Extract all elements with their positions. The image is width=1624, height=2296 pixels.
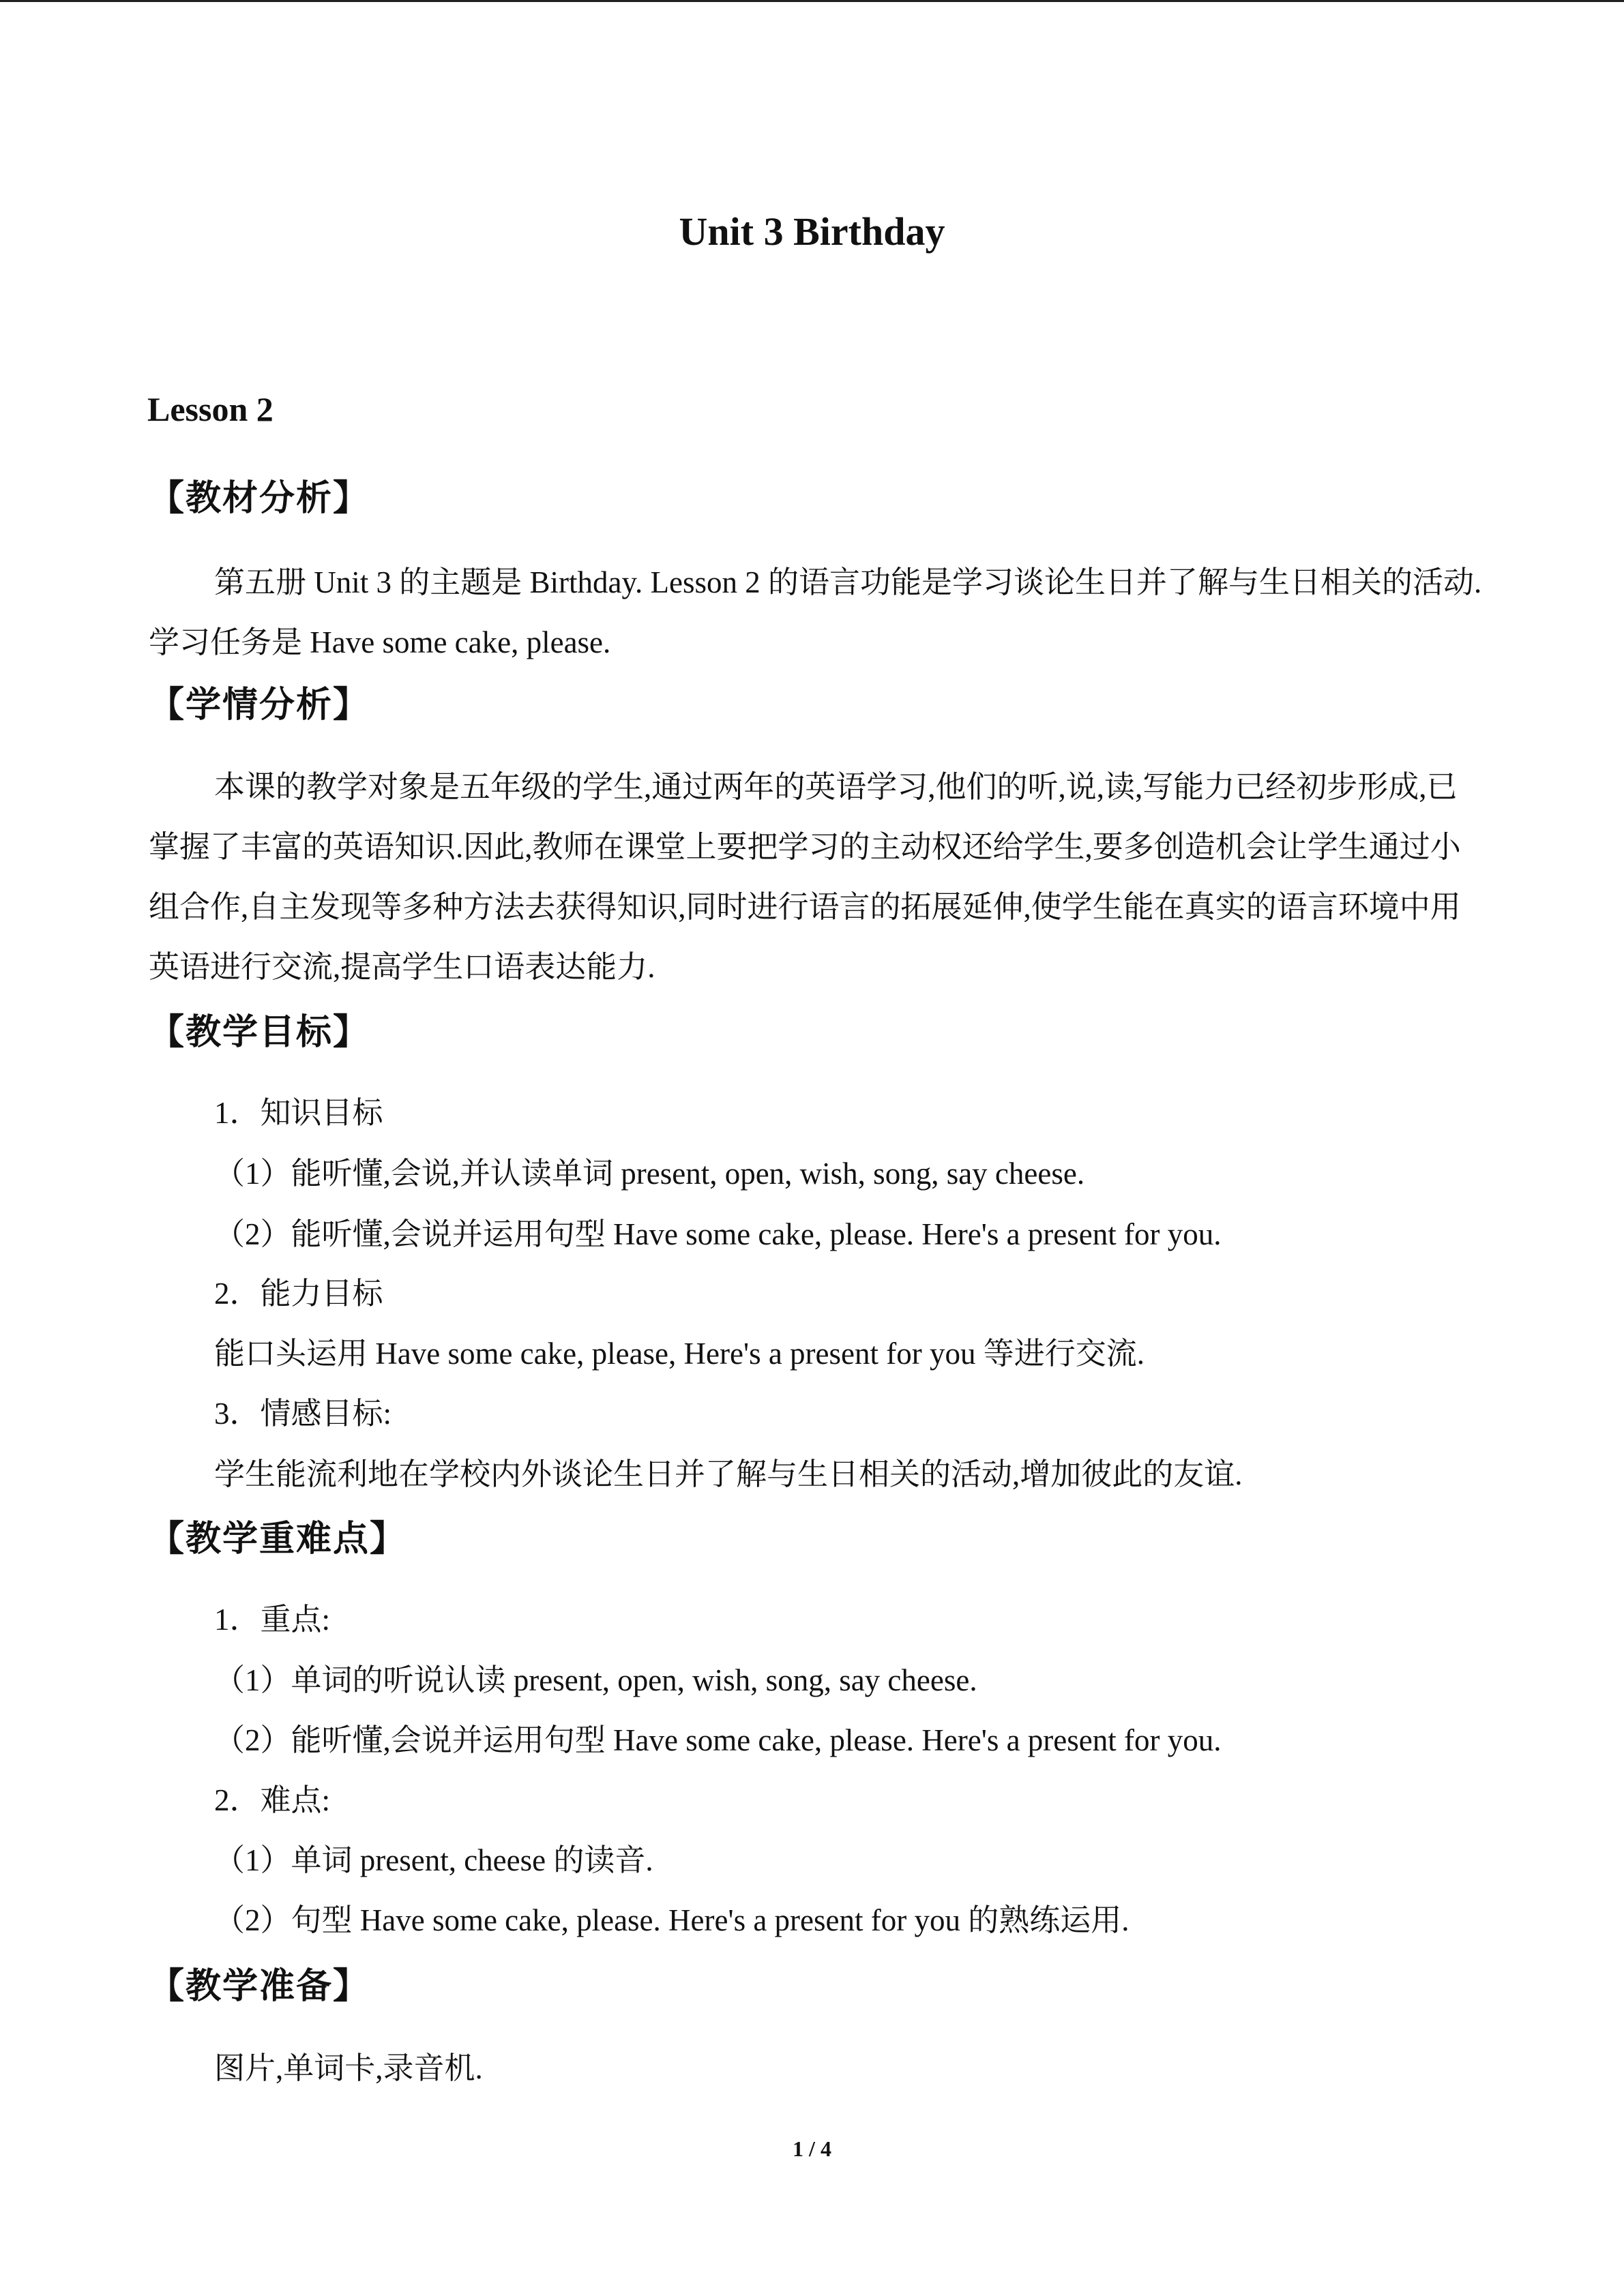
goals-line-6: 3．情感目标: (214, 1397, 392, 1431)
keypoints-line-1: 1．重点: (214, 1602, 331, 1637)
goals-line-5: 能口头运用 Have some cake, please, Here's a present for you 等进行交流. (214, 1337, 1145, 1371)
lesson-label: Lesson 2 (147, 390, 274, 428)
material-analysis-text: 第五册 Unit 3 的主题是 Birthday. Lesson 2 的语言功能是学习谈论生日并了解与生日相关的活动.学习任务是 Have some cake, please. (149, 565, 1482, 659)
keypoints-line-2: （1）单词的听说认读 present, open, wish, song, say cheese. (214, 1663, 977, 1697)
heading-preparation: 【教学准备】 (149, 1966, 370, 2007)
document-title: Unit 3 Birthday (679, 209, 945, 254)
goals-line-3: （2）能听懂,会说并运用句型 Have some cake, please. Here's a present for you. (214, 1217, 1222, 1251)
heading-student-analysis: 【学情分析】 (149, 685, 370, 726)
preparation-text: 图片,单词卡,录音机. (214, 2051, 483, 2085)
keypoints-line-3: （2）能听懂,会说并运用句型 Have some cake, please. Here's a present for you. (214, 1723, 1222, 1757)
goals-line-7: 学生能流利地在学校内外谈论生日并了解与生日相关的活动,增加彼此的友谊. (214, 1457, 1243, 1491)
keypoints-line-6: （2）句型 Have some cake, please. Here's a present for you 的熟练运用. (214, 1903, 1130, 1937)
heading-teaching-goals: 【教学目标】 (149, 1012, 370, 1053)
page-number: 1 / 4 (793, 2136, 831, 2161)
heading-key-points: 【教学重难点】 (149, 1519, 407, 1560)
student-analysis-text: 本课的教学对象是五年级的学生,通过两年的英语学习,他们的听,说,读,写能力已经初步形成,已掌握了丰富的英语知识.因此,教师在课堂上要把学习的主动权还给学生,要多创造机会让学生通过小组合作,自主发现等多种方法去获得知识,同时进行语言的拓展延伸,使学生能在真实的语言环境中用英语进行交流,提高学生口语表达能力. (149, 770, 1461, 984)
goals-line-4: 2．能力目标 (214, 1277, 383, 1311)
goals-line-1: 1．知识目标 (214, 1096, 383, 1130)
goals-line-2: （1）能听懂,会说,并认读单词 present, open, wish, song, say cheese. (214, 1157, 1085, 1191)
keypoints-line-5: （1）单词 present, cheese 的读音. (214, 1843, 653, 1877)
heading-material-analysis: 【教材分析】 (149, 478, 370, 519)
keypoints-line-4: 2．难点: (214, 1783, 331, 1817)
